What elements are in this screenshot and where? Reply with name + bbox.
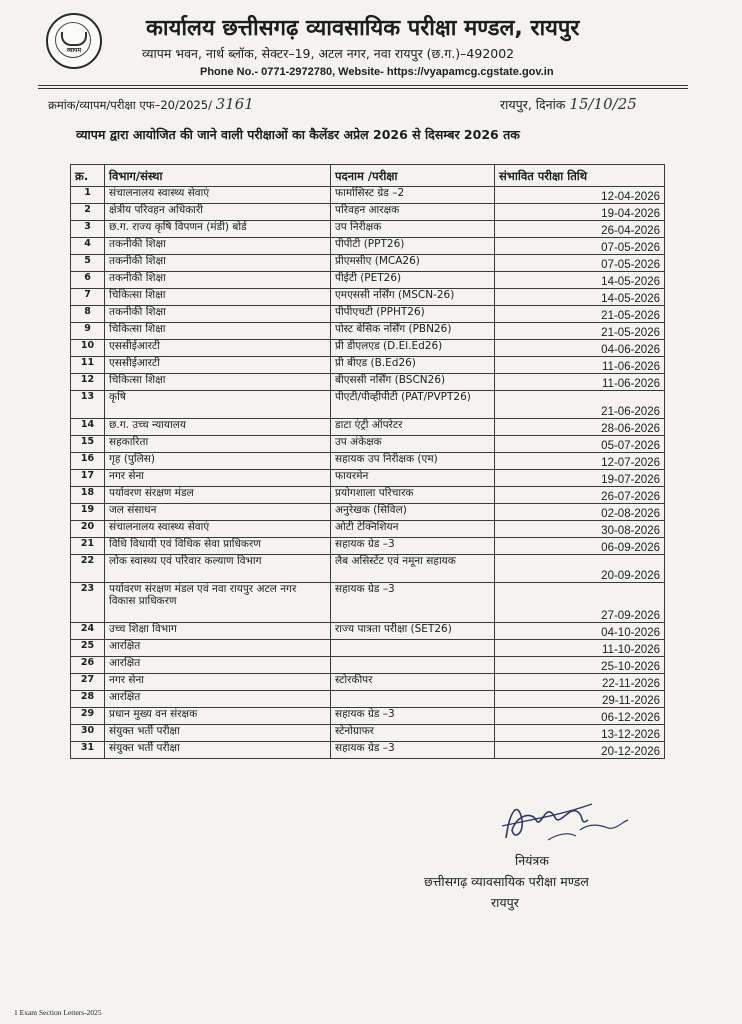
row-exam: लैब असिस्टेंट एवं नमूना सहायक (331, 555, 495, 583)
header-department: विभाग/संस्था (105, 165, 331, 187)
org-contact: Phone No.- 0771-2972780, Website- https://vyapamcg.cgstate.gov.in (200, 66, 554, 78)
row-date: 12-04-2026 (495, 187, 665, 204)
reference-handwritten-number: 3161 (215, 95, 254, 113)
row-department: क्षेत्रीय परिवहन अधिकारी (105, 204, 331, 221)
row-exam: उप निरीक्षक (331, 221, 495, 238)
table-row (71, 640, 665, 657)
row-department: तकनीकी शिक्षा (105, 238, 331, 255)
row-serial: 3 (71, 221, 105, 238)
table-row (71, 323, 665, 340)
row-serial: 19 (71, 504, 105, 521)
row-serial: 31 (71, 742, 105, 759)
row-date: 22-11-2026 (495, 674, 665, 691)
row-serial: 8 (71, 306, 105, 323)
row-department: लोक स्वास्थ्य एवं परिवार कल्याण विभाग (105, 555, 331, 583)
row-department: नगर सेना (105, 470, 331, 487)
signatory-city: रायपुर (491, 895, 519, 910)
row-serial: 2 (71, 204, 105, 221)
row-exam: पीएटी/पीव्हीपीटी (PAT/PVPT26) (331, 391, 495, 419)
row-department: उच्च शिक्षा विभाग (105, 623, 331, 640)
row-date: 19-04-2026 (495, 204, 665, 221)
row-date: 14-05-2026 (495, 272, 665, 289)
row-date: 25-10-2026 (495, 657, 665, 674)
row-date: 19-07-2026 (495, 470, 665, 487)
logo-text: व्यापम (66, 47, 82, 54)
row-exam: सहायक ग्रेड –3 (331, 742, 495, 759)
table-row (71, 623, 665, 640)
row-exam: सहायक ग्रेड –3 (331, 538, 495, 555)
row-serial: 12 (71, 374, 105, 391)
table-header-row (71, 165, 665, 187)
row-exam: सहायक ग्रेड –3 (331, 583, 495, 623)
row-serial: 17 (71, 470, 105, 487)
row-date: 07-05-2026 (495, 255, 665, 272)
row-date: 05-07-2026 (495, 436, 665, 453)
exam-calendar-table (70, 164, 665, 759)
row-serial: 28 (71, 691, 105, 708)
table-row (71, 708, 665, 725)
table-row (71, 357, 665, 374)
row-department: तकनीकी शिक्षा (105, 306, 331, 323)
row-date: 06-12-2026 (495, 708, 665, 725)
table-row (71, 221, 665, 238)
row-exam: सहायक उप निरीक्षक (एम) (331, 453, 495, 470)
row-date: 04-10-2026 (495, 623, 665, 640)
header-divider (38, 85, 688, 86)
row-department: पर्यावरण संरक्षण मंडल (105, 487, 331, 504)
header-exam-date: संभावित परीक्षा तिथि (495, 165, 665, 187)
row-serial: 22 (71, 555, 105, 583)
row-exam: प्रीएमसीए (MCA26) (331, 255, 495, 272)
row-exam: ओटी टेक्निशियन (331, 521, 495, 538)
row-exam: पोस्ट बेसिक नर्सिंग (PBN26) (331, 323, 495, 340)
org-address: व्यापम भवन, नार्थ ब्लॉक, सेक्टर–19, अटल नगर, नवा रायपुर (छ.ग.)–492002 (142, 46, 515, 61)
row-exam: प्रयोगशाला परिचारक (331, 487, 495, 504)
row-exam: पीपीएचटी (PPHT26) (331, 306, 495, 323)
row-exam: डाटा एंट्री ऑपरेटर (331, 419, 495, 436)
row-date: 11-06-2026 (495, 357, 665, 374)
handwritten-signature (488, 790, 638, 850)
row-department: जल संसाधन (105, 504, 331, 521)
row-date: 30-08-2026 (495, 521, 665, 538)
row-serial: 29 (71, 708, 105, 725)
table-row (71, 470, 665, 487)
row-exam: प्री डीएलएड (D.El.Ed26) (331, 340, 495, 357)
header-post-exam: पदनाम /परीक्षा (331, 165, 495, 187)
row-department: संयुक्त भर्ती परीक्षा (105, 725, 331, 742)
row-serial: 30 (71, 725, 105, 742)
table-row (71, 538, 665, 555)
table-row (71, 487, 665, 504)
row-serial: 10 (71, 340, 105, 357)
row-department: नगर सेना (105, 674, 331, 691)
row-date: 20-09-2026 (495, 555, 665, 583)
row-department: आरक्षित (105, 640, 331, 657)
row-date: 21-05-2026 (495, 306, 665, 323)
row-date: 21-05-2026 (495, 323, 665, 340)
row-date: 21-06-2026 (495, 391, 665, 419)
row-exam: परिवहन आरक्षक (331, 204, 495, 221)
row-serial: 21 (71, 538, 105, 555)
row-exam (331, 640, 495, 657)
row-exam: पीईटी (PET26) (331, 272, 495, 289)
row-department: चिकित्सा शिक्षा (105, 323, 331, 340)
signatory-org: छत्तीसगढ़ व्यावसायिक परीक्षा मण्डल (424, 874, 589, 889)
row-exam: प्री बीएड (B.Ed26) (331, 357, 495, 374)
footer-note: 1 Exam Section Letters-2025 (14, 1008, 102, 1017)
row-department: एससीईआरटी (105, 340, 331, 357)
row-exam: स्टोरकीपर (331, 674, 495, 691)
logo-book-icon (61, 32, 87, 46)
row-department: एससीईआरटी (105, 357, 331, 374)
row-exam: फायरमेन (331, 470, 495, 487)
table-row (71, 289, 665, 306)
row-exam: फार्मासिस्ट ग्रेड –2 (331, 187, 495, 204)
row-department: संचालनालय स्वास्थ्य सेवाएं (105, 521, 331, 538)
row-department: तकनीकी शिक्षा (105, 272, 331, 289)
row-date: 14-05-2026 (495, 289, 665, 306)
row-exam: सहायक ग्रेड –3 (331, 708, 495, 725)
table-row (71, 340, 665, 357)
place-date (500, 95, 637, 113)
header-serial: क्र. (71, 165, 105, 187)
org-name: कार्यालय छत्तीसगढ़ व्यावसायिक परीक्षा मण्डल, रायपुर (146, 16, 580, 41)
row-department: छ.ग. उच्च न्यायालय (105, 419, 331, 436)
row-exam: पीपीटी (PPT26) (331, 238, 495, 255)
row-date: 20-12-2026 (495, 742, 665, 759)
table-row (71, 657, 665, 674)
row-date: 28-06-2026 (495, 419, 665, 436)
row-date: 11-06-2026 (495, 374, 665, 391)
row-exam: राज्य पात्रता परीक्षा (SET26) (331, 623, 495, 640)
row-serial: 18 (71, 487, 105, 504)
table-row (71, 391, 665, 419)
row-date: 11-10-2026 (495, 640, 665, 657)
row-department: कृषि (105, 391, 331, 419)
handwritten-date: 15/10/25 (569, 95, 637, 113)
row-department: संयुक्त भर्ती परीक्षा (105, 742, 331, 759)
row-exam (331, 657, 495, 674)
table-row (71, 555, 665, 583)
table-row (71, 504, 665, 521)
header-divider-thin (38, 88, 688, 89)
row-date: 06-09-2026 (495, 538, 665, 555)
table-row (71, 691, 665, 708)
row-date: 27-09-2026 (495, 583, 665, 623)
row-exam: एमएससी नर्सिंग (MSCN-26) (331, 289, 495, 306)
table-row (71, 521, 665, 538)
row-date: 02-08-2026 (495, 504, 665, 521)
row-serial: 20 (71, 521, 105, 538)
row-department: सहकारिता (105, 436, 331, 453)
row-serial: 16 (71, 453, 105, 470)
table-row (71, 742, 665, 759)
row-department: प्रधान मुख्य वन संरक्षक (105, 708, 331, 725)
row-serial: 7 (71, 289, 105, 306)
row-date: 07-05-2026 (495, 238, 665, 255)
row-serial: 1 (71, 187, 105, 204)
row-department: आरक्षित (105, 657, 331, 674)
row-date: 13-12-2026 (495, 725, 665, 742)
row-serial: 9 (71, 323, 105, 340)
table-row (71, 255, 665, 272)
row-serial: 14 (71, 419, 105, 436)
row-serial: 25 (71, 640, 105, 657)
row-serial: 13 (71, 391, 105, 419)
table-row (71, 374, 665, 391)
table-row (71, 238, 665, 255)
row-date: 04-06-2026 (495, 340, 665, 357)
row-department: गृह (पुलिस) (105, 453, 331, 470)
table-row (71, 272, 665, 289)
table-row (71, 187, 665, 204)
table-row (71, 436, 665, 453)
reference-number (48, 95, 254, 113)
place-label: रायपुर, दिनांक (500, 97, 566, 112)
row-department: तकनीकी शिक्षा (105, 255, 331, 272)
row-department: पर्यावरण संरक्षण मंडल एवं नवा रायपुर अटल नगर विकास प्राधिकरण (105, 583, 331, 623)
row-serial: 23 (71, 583, 105, 623)
table-row (71, 204, 665, 221)
row-department: विधि विधायी एवं विधिक सेवा प्राधिकरण (105, 538, 331, 555)
row-serial: 6 (71, 272, 105, 289)
table-row (71, 725, 665, 742)
row-serial: 11 (71, 357, 105, 374)
row-exam: उप अंकेक्षक (331, 436, 495, 453)
row-serial: 27 (71, 674, 105, 691)
row-serial: 24 (71, 623, 105, 640)
table-row (71, 674, 665, 691)
row-serial: 15 (71, 436, 105, 453)
row-exam (331, 691, 495, 708)
table-row (71, 306, 665, 323)
row-serial: 4 (71, 238, 105, 255)
row-serial: 5 (71, 255, 105, 272)
row-date: 12-07-2026 (495, 453, 665, 470)
reference-label: क्रमांक/व्यापम/परीक्षा एफ–20/2025/ (48, 98, 212, 112)
row-exam: बीएससी नर्सिंग (BSCN26) (331, 374, 495, 391)
row-date: 26-04-2026 (495, 221, 665, 238)
row-department: चिकित्सा शिक्षा (105, 289, 331, 306)
row-department: चिकित्सा शिक्षा (105, 374, 331, 391)
table-body (71, 187, 665, 759)
table-row (71, 583, 665, 623)
row-department: आरक्षित (105, 691, 331, 708)
row-department: छ.ग. राज्य कृषि विपणन (मंडी) बोर्ड (105, 221, 331, 238)
vyapam-logo (46, 13, 102, 69)
signatory-title: नियंत्रक (515, 853, 549, 868)
row-exam: स्टेनोग्राफर (331, 725, 495, 742)
row-exam: अनुरेखक (सिविल) (331, 504, 495, 521)
row-date: 29-11-2026 (495, 691, 665, 708)
subject-line: व्यापम द्वारा आयोजित की जाने वाली परीक्षाओं का कैलेंडर अप्रेल 2026 से दिसम्बर 2026 तक (76, 127, 520, 142)
row-serial: 26 (71, 657, 105, 674)
row-date: 26-07-2026 (495, 487, 665, 504)
row-department: संचालनालय स्वास्थ्य सेवाएं (105, 187, 331, 204)
table-row (71, 453, 665, 470)
table-row (71, 419, 665, 436)
